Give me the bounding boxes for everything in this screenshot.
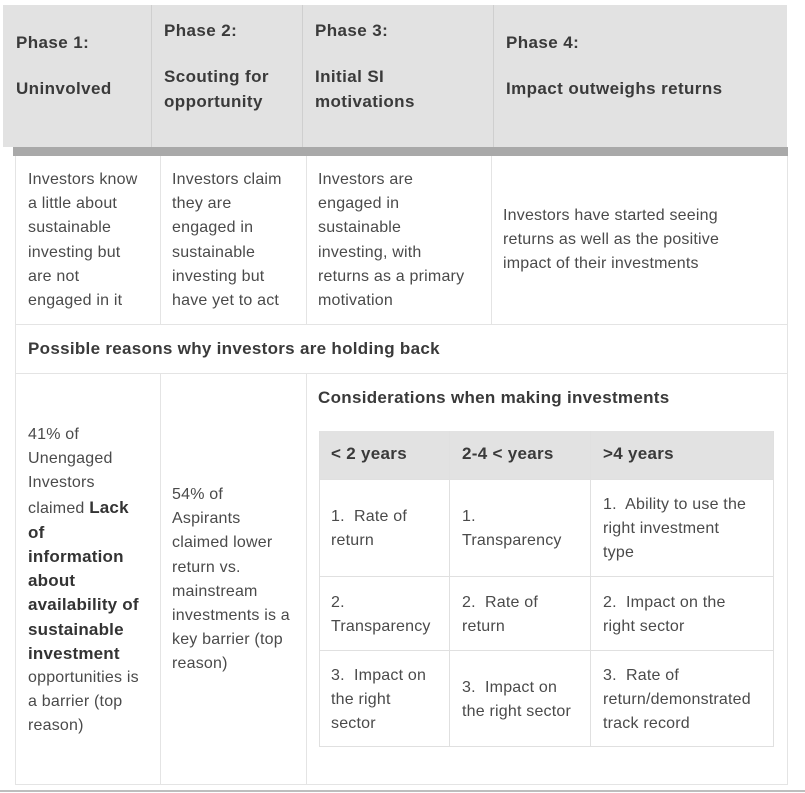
description-line: Investors know	[28, 171, 138, 188]
description-line: engaged in it	[28, 292, 123, 310]
phase-2-header	[151, 5, 303, 147]
cell-line: right investment	[603, 520, 720, 537]
consideration-cell	[331, 505, 407, 553]
table-border-bottom	[15, 784, 788, 785]
consideration-cell	[603, 493, 746, 565]
phase-3-label: Phase 3:	[315, 21, 389, 40]
cell-line: 3. Impact on	[462, 679, 558, 696]
column-divider	[160, 373, 161, 784]
phase-4-name: Impact outweighs returns	[506, 79, 723, 98]
cell-line: track record	[603, 715, 690, 732]
header-underline-bar	[13, 147, 788, 156]
column-divider	[491, 156, 492, 324]
reason-line: 41% of	[28, 426, 80, 443]
reason-line: mainstream	[172, 582, 258, 600]
reason-line: investments is a	[172, 607, 290, 625]
header-divider	[302, 5, 303, 147]
description-line: a little about	[28, 195, 118, 213]
cell-border	[319, 576, 774, 577]
consideration-cell	[331, 591, 431, 639]
reason-emphasis: investment	[28, 643, 120, 663]
reason-line	[28, 496, 139, 521]
cell-line: 2. Rate of	[462, 594, 539, 611]
description-line: engaged in	[172, 219, 254, 237]
description-line: they are	[172, 195, 232, 213]
description-line: are not	[28, 267, 80, 285]
column-divider	[160, 156, 161, 324]
row-divider	[15, 373, 788, 374]
reason-line: key barrier (top	[172, 631, 283, 649]
phase-3-header	[302, 5, 493, 147]
cell-line: 2. Impact on the	[603, 594, 726, 611]
description-line: have yet to act	[172, 292, 280, 310]
reason-emphasis: Lack	[89, 497, 129, 517]
cell-line: 1.	[462, 508, 476, 525]
description-line: Investors are	[318, 171, 414, 188]
column-header: 2-4 < years	[462, 444, 554, 463]
reason-line: claimed lower	[172, 534, 273, 552]
column-header: < 2 years	[331, 444, 407, 463]
reason-line: a barrier (top	[28, 693, 123, 711]
cell-line: 3. Impact on	[331, 667, 427, 684]
cell-line: sector	[331, 715, 376, 732]
table-border-left	[15, 156, 16, 784]
phase-2-description	[172, 168, 282, 313]
description-line: investing but	[28, 243, 121, 261]
cell-border	[319, 650, 774, 651]
cell-line: 3. Rate of	[603, 667, 680, 684]
phase-4-header	[493, 5, 787, 147]
phase-4-description	[503, 204, 719, 277]
cell-line: return/demonstrated	[603, 691, 751, 708]
description-line: returns as a primary	[318, 267, 465, 285]
header-divider	[151, 5, 152, 147]
consideration-cell	[462, 505, 562, 553]
cell-line: return	[462, 618, 505, 635]
description-line: Investors claim	[172, 171, 282, 188]
cell-line: return	[331, 532, 374, 549]
consideration-cell	[603, 664, 751, 736]
description-line: investing, with	[318, 243, 422, 261]
description-line: investing but	[172, 267, 265, 285]
reason-emphasis: availability of	[28, 595, 139, 615]
consideration-cell	[331, 664, 426, 736]
considerations-table	[319, 431, 774, 747]
phase-2-name-line-1: Scouting for	[164, 67, 269, 86]
cell-line: the right sector	[462, 703, 572, 720]
reason-line: reason)	[28, 717, 84, 735]
column-header: >4 years	[603, 444, 674, 463]
consideration-cell	[462, 676, 571, 724]
column-divider	[306, 373, 307, 784]
phase-2-name-line-2: opportunity	[164, 92, 263, 111]
reason-emphasis: about	[28, 571, 76, 591]
phase-3-name-line-1: Initial SI	[315, 67, 385, 86]
header-divider	[493, 5, 494, 147]
cell-line: 1. Ability to use the	[603, 496, 747, 513]
phase-1-header	[3, 5, 151, 147]
table-border-right	[787, 156, 788, 784]
reason-line: Aspirants	[172, 510, 241, 528]
cell-line: Transparency	[331, 618, 431, 635]
phase-3-description	[318, 168, 464, 313]
description-line: Investors have started seeing	[503, 207, 718, 224]
reason-line: opportunities is	[28, 669, 139, 687]
description-line: sustainable	[28, 219, 112, 237]
row-divider	[15, 324, 788, 325]
reason-line: 54% of	[172, 486, 224, 503]
considerations-title: Considerations when making investments	[318, 388, 670, 407]
reason-line: reason)	[172, 655, 228, 673]
phase-2-label: Phase 2:	[164, 21, 238, 40]
reason-fragment: claimed	[28, 499, 90, 517]
consideration-cell	[462, 591, 538, 639]
reason-line: Unengaged	[28, 450, 113, 468]
cell-line: type	[603, 544, 635, 561]
cell-border	[319, 479, 774, 480]
cell-line: 2.	[331, 594, 345, 611]
description-line: motivation	[318, 292, 393, 310]
cell-line: the right	[331, 691, 391, 708]
description-line: sustainable	[172, 243, 256, 261]
phase-4-label: Phase 4:	[506, 33, 580, 52]
reason-2-text	[172, 483, 290, 677]
phase-header-band	[3, 5, 787, 147]
phase-1-description	[28, 168, 138, 313]
cell-line: Transparency	[462, 532, 562, 549]
reason-emphasis: information	[28, 547, 124, 567]
cell-line: 1. Rate of	[331, 508, 408, 525]
cell-border	[319, 746, 774, 747]
reason-1-text	[28, 423, 139, 739]
holding-back-title: Possible reasons why investors are holding back	[28, 339, 440, 358]
description-line: impact of their investments	[503, 255, 699, 273]
description-line: engaged in	[318, 195, 400, 213]
description-line: returns as well as the positive	[503, 231, 720, 249]
reason-emphasis: of	[28, 522, 45, 542]
reason-line: Investors	[28, 474, 95, 492]
cell-line: right sector	[603, 618, 685, 635]
phase-1-label: Phase 1:	[16, 33, 90, 52]
phase-3-name-line-2: motivations	[315, 92, 415, 111]
reason-emphasis: sustainable	[28, 619, 124, 639]
column-divider	[306, 156, 307, 324]
reason-line: return vs.	[172, 558, 241, 576]
phase-1-name: Uninvolved	[16, 79, 112, 98]
description-line: sustainable	[318, 219, 402, 237]
consideration-cell	[603, 591, 726, 639]
page-bottom-rule	[0, 790, 805, 792]
